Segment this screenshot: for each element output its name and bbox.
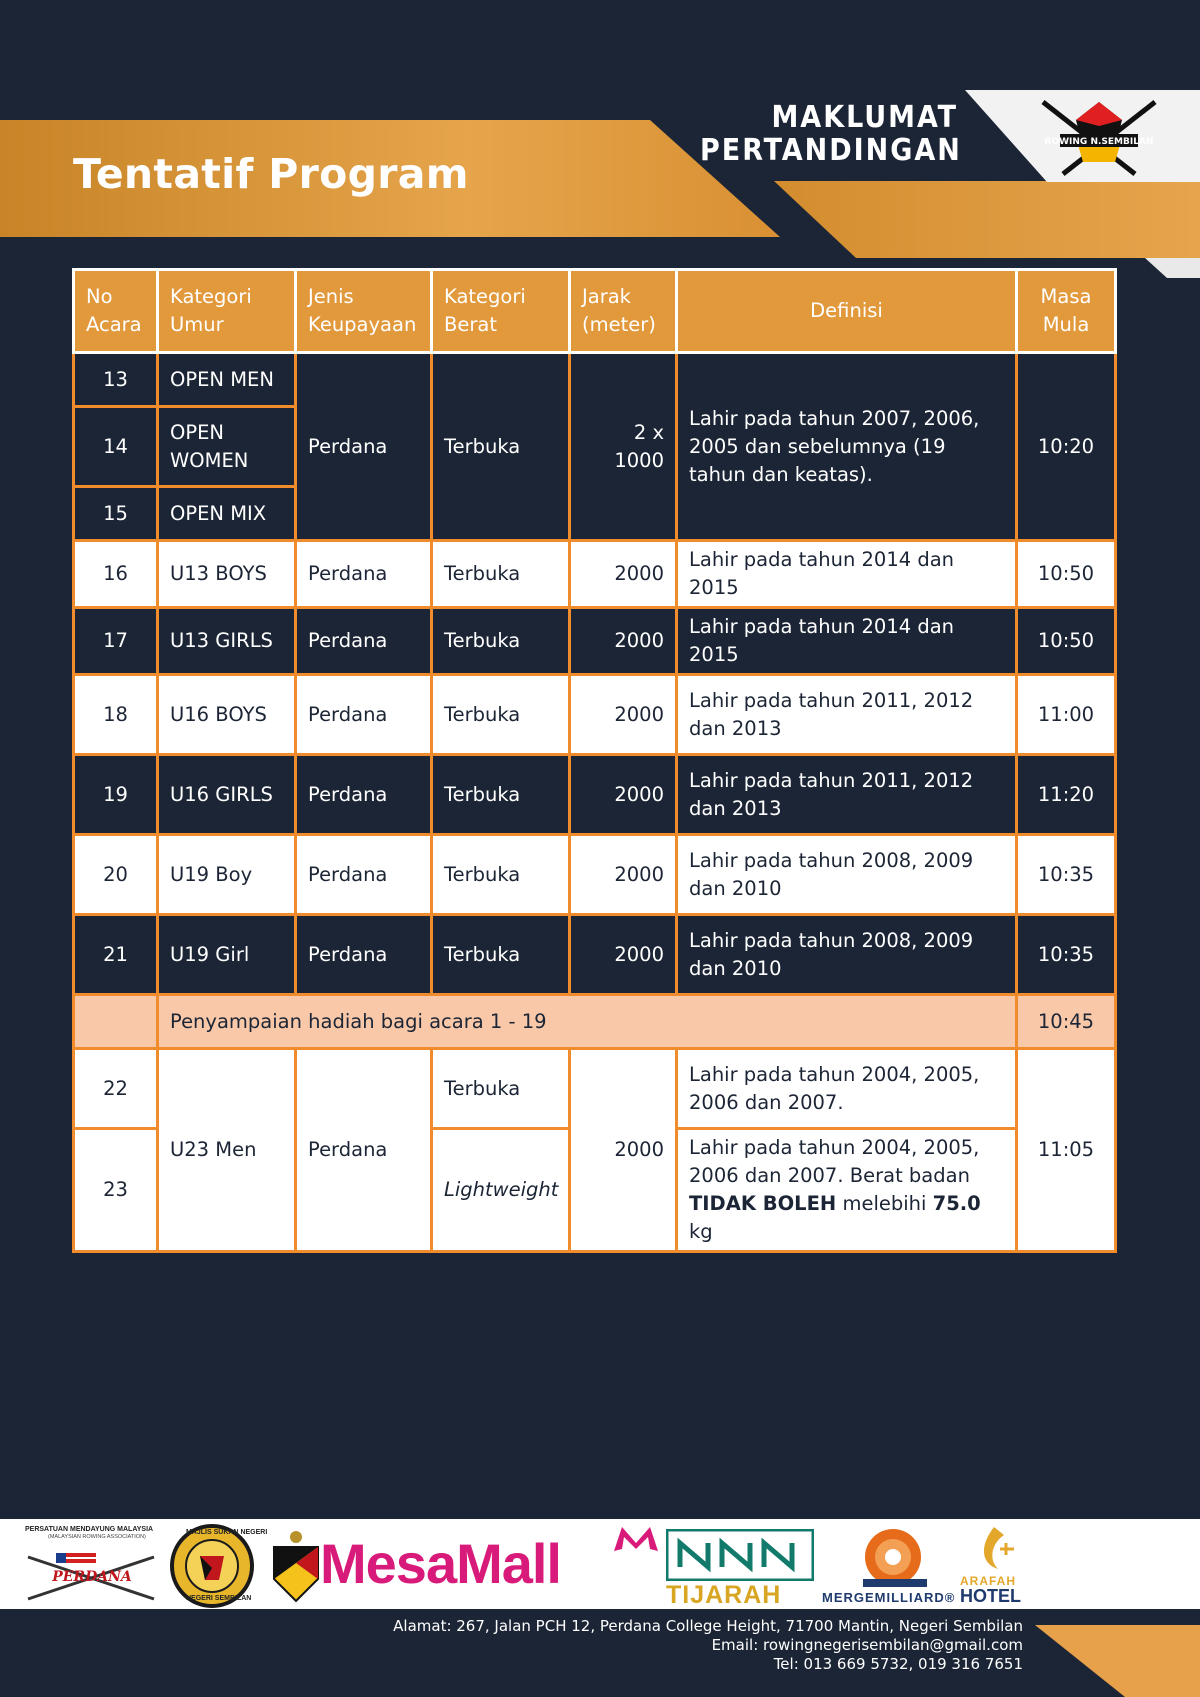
cell-umur: U19 Girl — [158, 915, 296, 995]
cell-jenis: Perdana — [296, 1049, 432, 1252]
cell-jenis: Perdana — [296, 608, 432, 675]
cell-jenis: Perdana — [296, 675, 432, 755]
cell-berat: Terbuka — [432, 353, 570, 541]
header-kategori-berat: Kategori Berat — [432, 270, 570, 353]
table-row — [74, 353, 1116, 407]
arafah-text: ARAFAH — [960, 1574, 1016, 1588]
jarak-value: 2 x 1000 — [614, 420, 664, 472]
majlis-top-text: MAJLIS SUKAN NEGERI — [186, 1529, 268, 1536]
cell-umur: U13 GIRLS — [158, 608, 296, 675]
table-row — [74, 755, 1116, 835]
table-row — [74, 835, 1116, 915]
page-title: Tentatif Program — [73, 150, 469, 198]
pmm-subtitle: (MALAYSIAN ROWING ASSOCIATION) — [48, 1534, 146, 1540]
mesamall-m-icon — [612, 1523, 660, 1553]
definisi-unit: kg — [689, 1220, 713, 1243]
pmm-name: PERDANA — [52, 1569, 132, 1585]
cell-berat: Terbuka — [432, 608, 570, 675]
prize-row — [74, 995, 1116, 1049]
cell-no: 20 — [74, 835, 158, 915]
cell-masa: 11:05 — [1017, 1049, 1116, 1252]
header-kategori-umur: Kategori Umur — [158, 270, 296, 353]
definisi-text: Lahir pada tahun 2004, 2005, 2006 dan 2007. Berat badan — [689, 1136, 980, 1187]
cell-no: 15 — [74, 487, 158, 541]
cell-berat: Lightweight — [432, 1129, 570, 1252]
header-band-right — [774, 181, 1200, 258]
hotel-text: HOTEL — [960, 1586, 1021, 1606]
table-row — [74, 675, 1116, 755]
cell-berat: Terbuka — [432, 835, 570, 915]
cell-no: 22 — [74, 1049, 158, 1129]
cell-berat: Terbuka — [432, 915, 570, 995]
cell-no: 18 — [74, 675, 158, 755]
cell-masa: 11:20 — [1017, 755, 1116, 835]
footer-phone: Tel: 013 669 5732, 019 316 7651 — [773, 1655, 1023, 1673]
cell-berat: Terbuka — [432, 755, 570, 835]
footer-contact — [393, 1617, 1023, 1674]
cell-berat: Terbuka — [432, 675, 570, 755]
cell-definisi: Lahir pada tahun 2014 dan 2015 — [677, 608, 1017, 675]
cell-umur: U16 GIRLS — [158, 755, 296, 835]
cell-prize-text: Penyampaian hadiah bagi acara 1 - 19 — [158, 995, 1017, 1049]
corner-accent — [1145, 258, 1200, 278]
sponsor-logo-strip — [0, 1519, 1200, 1609]
table-row — [74, 915, 1116, 995]
cell-definisi: Lahir pada tahun 2008, 2009 dan 2010 — [677, 835, 1017, 915]
cell-jarak — [570, 353, 677, 541]
cell-masa: 10:20 — [1017, 353, 1116, 541]
logo-text: ROWING N.SEMBILAN — [1044, 137, 1154, 147]
cell-jarak: 2000 — [570, 915, 677, 995]
cell-definisi: Lahir pada tahun 2007, 2006, 2005 dan sebelumnya (19 tahun dan keatas). — [677, 353, 1017, 541]
cell-no-empty — [74, 995, 158, 1049]
table-row — [74, 608, 1116, 675]
cell-definisi — [677, 1129, 1017, 1252]
table-row — [74, 541, 1116, 608]
cell-definisi: Lahir pada tahun 2014 dan 2015 — [677, 541, 1017, 608]
header-jenis-keupayaan: Jenis Keupayaan — [296, 270, 432, 353]
cell-jarak: 2000 — [570, 608, 677, 675]
cell-umur: OPEN WOMEN — [158, 407, 296, 487]
cell-masa: 10:50 — [1017, 541, 1116, 608]
info-title-line1: MAKLUMAT — [771, 100, 958, 135]
cell-no: 13 — [74, 353, 158, 407]
rowing-logo-box — [965, 90, 1200, 182]
cell-masa: 10:50 — [1017, 608, 1116, 675]
header-no-acara: No Acara — [74, 270, 158, 353]
cell-masa: 11:00 — [1017, 675, 1116, 755]
cell-berat: Terbuka — [432, 1049, 570, 1129]
header-definisi: Definisi — [677, 270, 1017, 353]
table-header-row — [74, 270, 1116, 353]
cell-umur: U23 Men — [158, 1049, 296, 1252]
cell-no: 23 — [74, 1129, 158, 1252]
cell-no: 21 — [74, 915, 158, 995]
cell-definisi: Lahir pada tahun 2011, 2012 dan 2013 — [677, 755, 1017, 835]
cell-masa: 10:35 — [1017, 915, 1116, 995]
cell-jenis: Perdana — [296, 915, 432, 995]
program-table — [72, 268, 1117, 1253]
table-row — [74, 1049, 1116, 1129]
cell-jarak: 2000 — [570, 1049, 677, 1252]
info-title-line2: PERTANDINGAN — [700, 133, 962, 168]
cell-no: 14 — [74, 407, 158, 487]
cell-jarak: 2000 — [570, 835, 677, 915]
definisi-emphasis: TIDAK BOLEH — [689, 1192, 837, 1215]
pmm-title: PERSATUAN MENDAYUNG MALAYSIA — [25, 1526, 154, 1533]
cell-definisi: Lahir pada tahun 2004, 2005, 2006 dan 2007. — [677, 1049, 1017, 1129]
cell-jenis: Perdana — [296, 353, 432, 541]
pmm-oars-icon — [22, 1543, 162, 1605]
header-masa-mula: Masa Mula — [1017, 270, 1116, 353]
cell-jarak: 2000 — [570, 675, 677, 755]
cell-masa: 10:35 — [1017, 835, 1116, 915]
cell-berat: Terbuka — [432, 541, 570, 608]
definisi-weight: 75.0 — [932, 1192, 981, 1215]
rowing-logo-icon — [965, 90, 1200, 182]
cell-jenis: Perdana — [296, 541, 432, 608]
info-title — [700, 100, 962, 168]
cell-umur: U19 Boy — [158, 835, 296, 915]
cell-no: 17 — [74, 608, 158, 675]
cell-umur: U13 BOYS — [158, 541, 296, 608]
cell-no: 19 — [74, 755, 158, 835]
tijarah-text: TIJARAH — [666, 1581, 782, 1609]
cell-umur: OPEN MIX — [158, 487, 296, 541]
cell-jenis: Perdana — [296, 835, 432, 915]
majlis-bottom-text: NEGERI SEMBILAN — [186, 1595, 252, 1602]
cell-masa: 10:45 — [1017, 995, 1116, 1049]
cell-definisi: Lahir pada tahun 2008, 2009 dan 2010 — [677, 915, 1017, 995]
mergemilliard-text: MERGEMILLIARD® — [822, 1590, 956, 1605]
cell-jarak: 2000 — [570, 755, 677, 835]
cell-jarak: 2000 — [570, 541, 677, 608]
negeri-sembilan-crest-icon — [270, 1527, 322, 1605]
cell-definisi: Lahir pada tahun 2011, 2012 dan 2013 — [677, 675, 1017, 755]
cell-umur: OPEN MEN — [158, 353, 296, 407]
cell-umur: U16 BOYS — [158, 675, 296, 755]
header-jarak: Jarak (meter) — [570, 270, 677, 353]
definisi-text-mid: melebihi — [836, 1192, 933, 1215]
cell-no: 16 — [74, 541, 158, 608]
mesamall-logo: MesaMall — [320, 1532, 561, 1595]
arafah-logo-icon — [970, 1525, 1018, 1575]
mergemilliard-logo-icon — [855, 1525, 935, 1591]
tijarah-logo-icon — [666, 1529, 814, 1581]
cell-jenis: Perdana — [296, 755, 432, 835]
footer-corner-accent — [1035, 1625, 1200, 1697]
footer-email: Email: rowingnegerisembilan@gmail.com — [711, 1636, 1023, 1654]
footer-address: Alamat: 267, Jalan PCH 12, Perdana College Height, 71700 Mantin, Negeri Sembilan — [393, 1617, 1023, 1635]
